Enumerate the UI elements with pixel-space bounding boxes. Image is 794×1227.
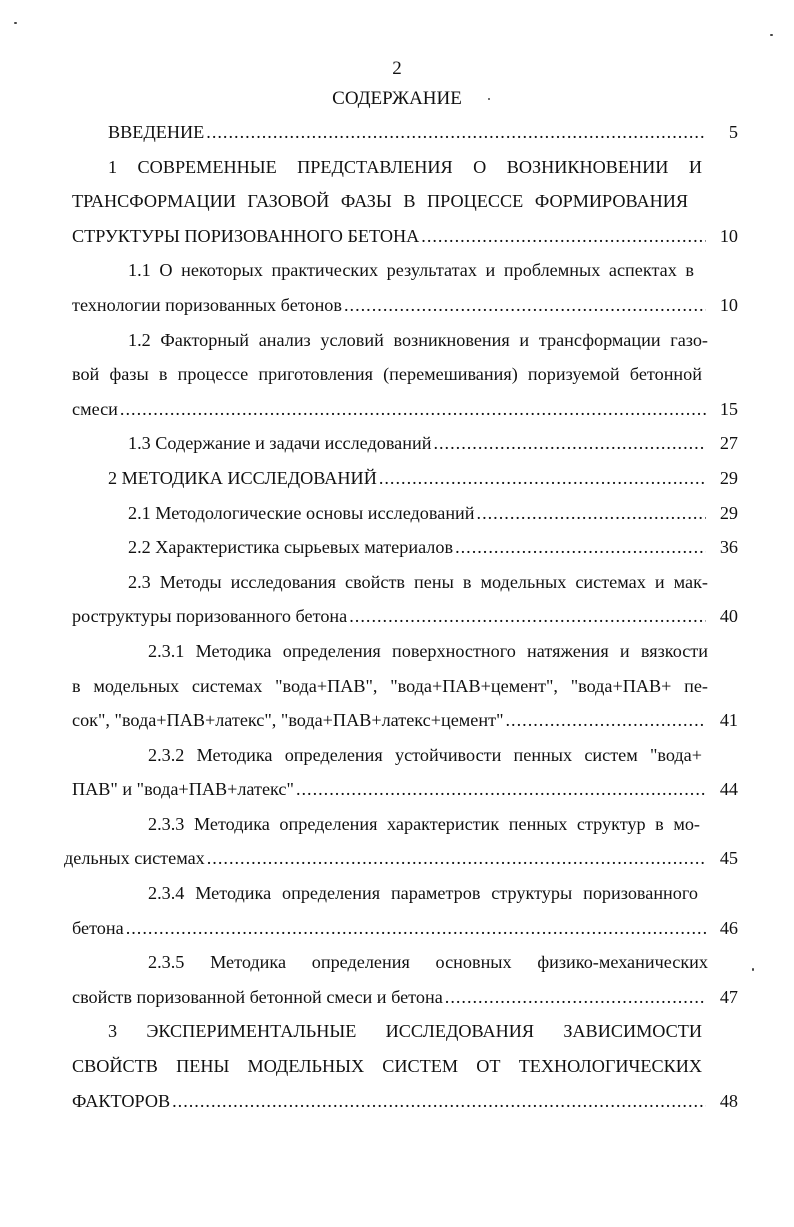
toc-entry-title: 2.1 Методологические основы исследований — [128, 502, 475, 523]
toc-page-number: 10 — [719, 294, 738, 315]
toc-entry-title: в модельных системах "вода+ПАВ", "вода+ПАВ+цемент", "вода+ПАВ+ пе- — [72, 675, 708, 696]
toc-entry-title: 2.3.2 Методика определения устойчивости пенных систем "вода+ — [148, 744, 702, 765]
toc-entry-title: дельных системах — [64, 848, 205, 869]
toc-page-number: 47 — [719, 986, 738, 1007]
toc-entry-title: 2.3.4 Методика определения параметров структуры поризованного — [148, 883, 698, 904]
toc-entry-title: 1.2 Факторный анализ условий возникновения и трансформации газо- — [128, 329, 708, 350]
toc-entry-1-1-line-1[interactable] — [72, 253, 738, 288]
leader-dots — [126, 911, 706, 946]
toc-entry-chapter-3-line-3[interactable] — [72, 1084, 738, 1119]
toc-entry-title: 2.3.3 Методика определения характеристик пенных структур в мо- — [148, 813, 700, 834]
toc-entry-2-3-2-line-2[interactable] — [72, 772, 738, 807]
leader-dots — [206, 115, 706, 150]
toc-entry-2-3-1-line-1[interactable] — [72, 634, 738, 669]
leader-dots — [296, 772, 706, 807]
toc-entry-title: роструктуры поризованного бетона — [72, 606, 348, 627]
leader-dots — [506, 703, 707, 738]
toc-entry-2-3-line-1[interactable] — [72, 565, 738, 600]
toc-entry-1-2-line-1[interactable] — [72, 323, 738, 358]
toc-entry-chapter-3-line-1[interactable] — [72, 1014, 738, 1049]
toc-entry-1-3[interactable] — [72, 426, 738, 461]
toc-entry-chapter-1-line-3[interactable] — [72, 219, 738, 254]
toc-entry-title: ВВЕДЕНИЕ — [108, 122, 205, 142]
toc-entry-title: 2.2 Характеристика сырьевых материалов — [128, 537, 454, 558]
toc-entry-title: 1.3 Содержание и задачи исследований — [128, 433, 432, 454]
leader-dots — [455, 530, 706, 565]
leader-dots — [445, 980, 706, 1015]
leader-dots — [344, 288, 706, 323]
toc-entry-2-1[interactable] — [72, 496, 738, 531]
toc-entry-title: сок", "вода+ПАВ+латекс", "вода+ПАВ+латекс+цемент" — [72, 710, 504, 731]
toc-page-number: 5 — [728, 122, 738, 142]
toc-entry-title: СВОЙСТВ ПЕНЫ МОДЕЛЬНЫХ СИСТЕМ ОТ ТЕХНОЛОГИЧЕСКИХ — [72, 1056, 702, 1077]
toc-entry-title: свойств поризованной бетонной смеси и бетона — [72, 986, 443, 1007]
toc-entry-title: 1.1 О некоторых практических результатах и проблемных аспектах в — [128, 260, 694, 281]
toc-page-number: 41 — [719, 710, 738, 731]
page-number: 2 — [392, 58, 402, 79]
toc-page-number: 36 — [719, 537, 738, 558]
toc-page-number: 40 — [719, 606, 738, 627]
scan-speck — [752, 968, 754, 971]
toc-page-number: 29 — [719, 467, 738, 488]
leader-dots — [207, 841, 706, 876]
toc-entry-chapter-1-line-1[interactable] — [72, 150, 738, 185]
toc-entry-introduction[interactable] — [72, 115, 738, 150]
toc-entry-1-2-line-3[interactable] — [72, 392, 738, 427]
toc-entry-2-3-1-line-3[interactable] — [72, 703, 738, 738]
toc-entry-title: 2 МЕТОДИКА ИССЛЕДОВАНИЙ — [108, 467, 377, 488]
toc-entry-1-2-line-2[interactable] — [72, 357, 738, 392]
toc-page-number: 15 — [719, 398, 738, 419]
leader-dots — [349, 599, 706, 634]
leader-dots — [421, 219, 706, 254]
toc-entry-2-3-4-line-2[interactable] — [72, 911, 738, 946]
toc-entry-2-3-1-line-2[interactable] — [72, 669, 738, 704]
toc-entry-2-3-4-line-1[interactable] — [72, 876, 738, 911]
toc-entry-title: 2.3 Методы исследования свойств пены в модельных системах и мак- — [128, 571, 708, 592]
toc-entry-chapter-3-line-2[interactable] — [72, 1049, 738, 1084]
toc-page-number: 27 — [719, 433, 738, 454]
toc-entry-2-3-line-2[interactable] — [72, 599, 738, 634]
leader-dots — [172, 1084, 706, 1119]
toc-entry-title: ТРАНСФОРМАЦИИ ГАЗОВОЙ ФАЗЫ В ПРОЦЕССЕ ФОРМИРОВАНИЯ — [72, 191, 688, 212]
leader-dots — [120, 392, 706, 427]
toc-entry-chapter-2[interactable] — [72, 461, 738, 496]
scan-speck — [488, 98, 490, 100]
toc-entry-title: 1 СОВРЕМЕННЫЕ ПРЕДСТАВЛЕНИЯ О ВОЗНИКНОВЕНИИ И — [108, 156, 702, 177]
toc-entry-2-2[interactable] — [72, 530, 738, 565]
scan-speck — [14, 22, 17, 24]
toc-entry-title: ФАКТОРОВ — [72, 1090, 171, 1111]
toc-entry-title: смеси — [72, 398, 118, 419]
toc-entry-2-3-3-line-2[interactable] — [64, 841, 738, 876]
toc-entry-1-1-line-2[interactable] — [72, 288, 738, 323]
toc-entry-title: технологии поризованных бетонов — [72, 294, 342, 315]
toc-page-number: 10 — [719, 225, 738, 246]
leader-dots — [433, 426, 706, 461]
toc-page-number: 29 — [719, 502, 738, 523]
toc-entry-title: СТРУКТУРЫ ПОРИЗОВАННОГО БЕТОНА — [72, 225, 420, 246]
toc-entry-title: бетона — [72, 917, 124, 938]
toc-entry-title: 3 ЭКСПЕРИМЕНТАЛЬНЫЕ ИССЛЕДОВАНИЯ ЗАВИСИМОСТИ — [108, 1021, 702, 1042]
leader-dots — [477, 496, 706, 531]
toc-page-number: 45 — [719, 848, 738, 869]
scan-speck — [770, 34, 773, 36]
toc-entry-title: 2.3.5 Методика определения основных физико-механических — [148, 952, 708, 973]
toc-entry-title: 2.3.1 Методика определения поверхностного натяжения и вязкости — [148, 640, 708, 661]
toc-page-number: 46 — [719, 917, 738, 938]
toc-page-number: 44 — [719, 779, 738, 800]
toc-entry-2-3-3-line-1[interactable] — [72, 807, 738, 842]
toc-heading: СОДЕРЖАНИЕ — [332, 88, 462, 109]
toc-entry-2-3-2-line-1[interactable] — [72, 738, 738, 773]
toc-entry-chapter-1-line-2[interactable] — [72, 184, 738, 219]
table-of-contents — [64, 115, 738, 1118]
leader-dots — [379, 461, 706, 496]
toc-entry-2-3-5-line-1[interactable] — [72, 945, 738, 980]
toc-entry-2-3-5-line-2[interactable] — [72, 980, 738, 1015]
toc-page-number: 48 — [719, 1090, 738, 1111]
toc-entry-title: ПАВ" и "вода+ПАВ+латекс" — [72, 779, 294, 800]
toc-entry-title: вой фазы в процессе приготовления (перемешивания) поризуемой бетонной — [72, 364, 702, 385]
